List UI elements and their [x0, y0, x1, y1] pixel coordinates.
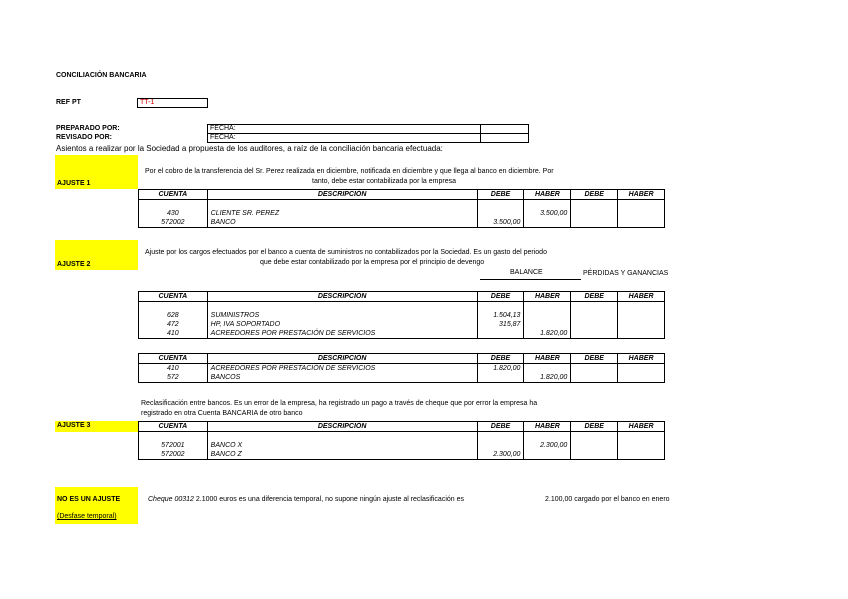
- table-row: 572002 BANCO Z 2.300,00: [139, 450, 665, 460]
- cheque-ref: Cheque 00312: [148, 496, 194, 503]
- col-cuenta: CUENTA: [139, 190, 208, 200]
- pyg-label: PÉRDIDAS Y GANANCIAS: [583, 270, 669, 277]
- fecha-label-1: FECHA:: [210, 125, 236, 132]
- no-ajuste-desc: 2.1000 euros es una diferencia temporal, no supone ningún ajuste al reclasificación es: [195, 496, 465, 503]
- table-row: 410 ACREEDORES POR PRESTACIÓN DE SERVICIOS 1.820,00: [139, 364, 665, 374]
- ajuste2-table-2: CUENTA DESCRIPCIÓN DEBE HABER DEBE HABER 410 ACREEDORES POR PRESTACIÓN DE SERVICIOS 1.820,00 572 BANCOS 1.820,00: [138, 353, 665, 383]
- table-row: 410 ACREEDORES POR PRESTACIÓN DE SERVICIOS 1.820,00: [139, 329, 665, 339]
- no-ajuste-label: NO ES UN AJUSTE: [57, 496, 121, 503]
- ajuste3-desc-1: Reclasificación entre bancos. Es un error de la empresa, ha registrado un pago a través de cheque que por error la empresa ha: [141, 400, 538, 407]
- table-row: 628 SUMINISTROS 1.504,13: [139, 311, 665, 320]
- ajuste3-label-box: [55, 421, 138, 432]
- col-debe: DEBE: [477, 190, 524, 200]
- signature-box: [207, 124, 529, 143]
- ajuste3-desc-2: registrado en otra Cuenta BANCARIA de otro banco: [141, 410, 303, 417]
- page-title: CONCILIACIÓN BANCARIA: [56, 72, 147, 79]
- no-ajuste-text: [148, 496, 464, 503]
- col-haber: HABER: [524, 190, 571, 200]
- ajuste3-table: CUENTA DESCRIPCIÓN DEBE HABER DEBE HABER 572001 BANCO X 2.300,00 572002 BANCO Z 2.300,00: [138, 421, 665, 460]
- ref-value: TT-1: [137, 98, 208, 108]
- fecha-label-2: FECHA:: [210, 134, 236, 141]
- ajuste2-label: AJUSTE 2: [57, 261, 91, 268]
- ajuste3-label: AJUSTE 3: [57, 422, 91, 429]
- ajuste2-desc-1: Ajuste por los cargos efectuados por el banco a cuenta de suministros no contabilizados por la Sociedad. Es un gasto del periodo: [145, 249, 547, 256]
- no-ajuste-amount: 2.100,00 cargado por el banco en enero: [545, 496, 670, 503]
- table-row: 430 CLIENTE SR. PEREZ 3.500,00: [139, 209, 665, 218]
- table-row: 572001 BANCO X 2.300,00: [139, 441, 665, 450]
- ajuste1-desc-1: Por el cobro de la transferencia del Sr. Perez realizada en diciembre, notificada en diciembre y que llega al banco en diciembre. Por: [145, 168, 554, 175]
- table-row: 572002 BANCO 3.500,00: [139, 218, 665, 228]
- no-ajuste-label-box: [55, 487, 138, 524]
- ajuste2-table: CUENTA DESCRIPCIÓN DEBE HABER DEBE HABER 628 SUMINISTROS 1.504,13 472 HP, IVA SOPORTADO 315,87 410 ACREEDORES POR PRESTACIÓN DE SERVICIOS 1.820,00: [138, 291, 665, 339]
- table-row: 572 BANCOS 1.820,00: [139, 373, 665, 383]
- balance-label: BALANCE: [510, 269, 543, 276]
- ajuste1-desc-2: tanto, debe estar contabilizada por la empresa: [312, 178, 456, 185]
- reviewed-label: REVISADO POR:: [56, 134, 113, 141]
- table-row: 472 HP, IVA SOPORTADO 315,87: [139, 320, 665, 329]
- ref-label: REF PT: [56, 99, 81, 106]
- col-descripcion: DESCRIPCIÓN: [207, 190, 477, 200]
- ajuste2-desc-2: que debe estar contabilizado por la empresa por el principio de devengo: [260, 259, 485, 266]
- intro-text: Asientos a realizar por la Sociedad a propuesta de los auditores, a raíz de la conciliación bancaria efectuada:: [56, 144, 443, 153]
- ajuste2-label-box: [55, 240, 138, 270]
- ajuste1-label-box: [55, 155, 138, 189]
- desfase-label: (Desfase temporal): [57, 513, 117, 520]
- prepared-label: PREPARADO POR:: [56, 125, 120, 132]
- balance-underline: [480, 279, 581, 280]
- col-debe-2: DEBE: [571, 190, 618, 200]
- ajuste1-label: AJUSTE 1: [57, 180, 91, 187]
- ajuste1-table: [138, 189, 665, 228]
- col-haber-2: HABER: [618, 190, 665, 200]
